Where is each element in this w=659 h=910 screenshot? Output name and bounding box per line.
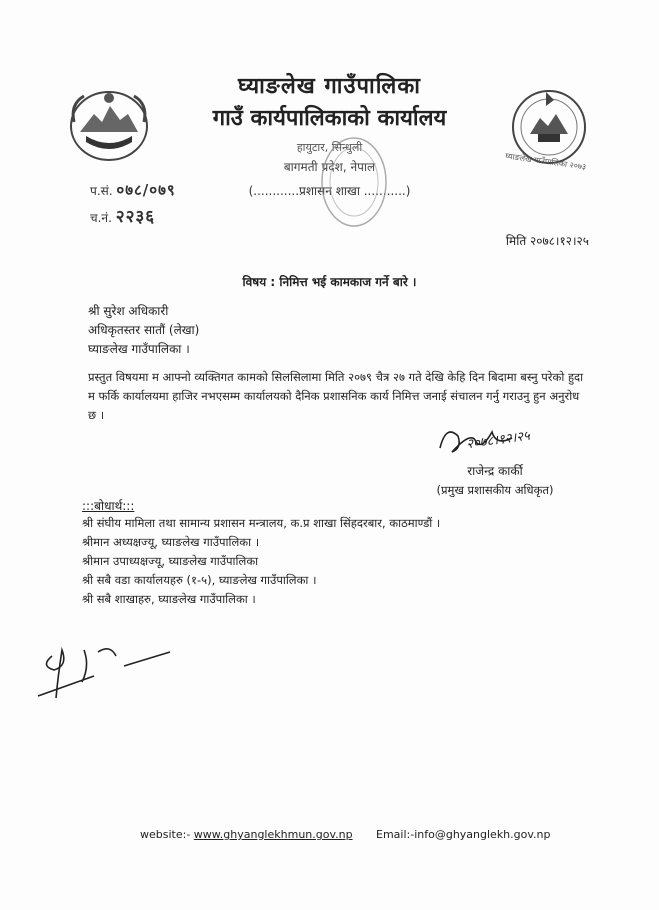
recipient-name: श्री सुरेश अधिकारी [88,304,169,318]
office-address-line1: हायुटार, सिन्धुली [296,141,363,154]
email-link[interactable]: info@ghyanglekh.gov.np [414,828,551,841]
letter-body: प्रस्तुत विषयमा म आफ्नो व्यक्तिगत कामको सिलसिलामा मिति २०७९ चैत्र २७ गते देखि केहि दिन बिदामा बस्नु परेको हुदा म फर्कि कार्यालयमा हाजिर नभएसम्म कार्यालयको दैनिक प्रशासनिक कार्य निमित्त जनाई संचालन गर्नु गराउनु हुन अनुरोध छ । [88,370,584,422]
recipient-office: घ्याङलेख गाउँपालिका । [88,342,190,356]
cc-line: श्रीमान उपाध्यक्षज्यू, घ्याङलेख गाउँपालिका [82,554,259,568]
email-label: Email:- [376,828,415,841]
cc-title: :::बोधार्थ::: [82,499,135,513]
footer-email [376,828,550,841]
ps-value: ०७८/०७९ [116,181,176,199]
signatory-name: राजेन्द्र कार्की [467,464,523,478]
office-title-line2: गाउँ कार्यपालिकाको कार्यालय [212,106,447,131]
footer-website [140,828,353,841]
letter-date: मिति २०७८।१२।२५ [505,234,589,248]
recipient-position: अधिकृतस्तर सातौं (लेखा) [88,323,200,337]
signatory-title: (प्रमुख प्रशासकीय अधिकृत) [436,483,554,497]
handwritten-date: २०७८।१२।२५ [465,428,531,453]
cc-line: श्री संघीय मामिला तथा सामान्य प्रशासन मन्त्रालय, क.प्र शाखा सिंहदरबार, काठमाण्डौं । [82,516,441,530]
website-link[interactable]: www.ghyanglekhmun.gov.np [193,828,353,841]
letter-subject: विषय : निमित्त भई कामकाज गर्ने बारे । [242,275,417,289]
office-stamp [318,132,390,232]
initials-scribble [34,636,174,706]
reference-number [90,180,176,200]
branch-name: (............प्रशासन शाखा ...........) [248,184,411,198]
website-label: website:- [140,828,191,841]
chana-label: च.नं. [90,211,112,225]
ps-label: प.सं. [90,184,113,198]
cc-line: श्रीमान अध्यक्षज्यू, घ्याङलेख गाउँपालिका । [82,535,260,549]
cc-line: श्री सबै शाखाहरु, घ्याङलेख गाउँपालिका । [82,592,256,606]
municipality-logo-text: घ्याङलेख गाउँपालिका २०७३ [504,151,587,172]
dispatch-number [90,204,155,227]
chana-value: २२३६ [115,207,156,227]
office-address-line2: बागमती प्रदेश, नेपाल [283,160,376,174]
office-title-line1: घ्याङलेख गाउँपालिका [238,74,421,99]
cc-line: श्री सबै वडा कार्यालयहरु (१-५), घ्याङलेख गाउँपालिका । [82,573,317,587]
